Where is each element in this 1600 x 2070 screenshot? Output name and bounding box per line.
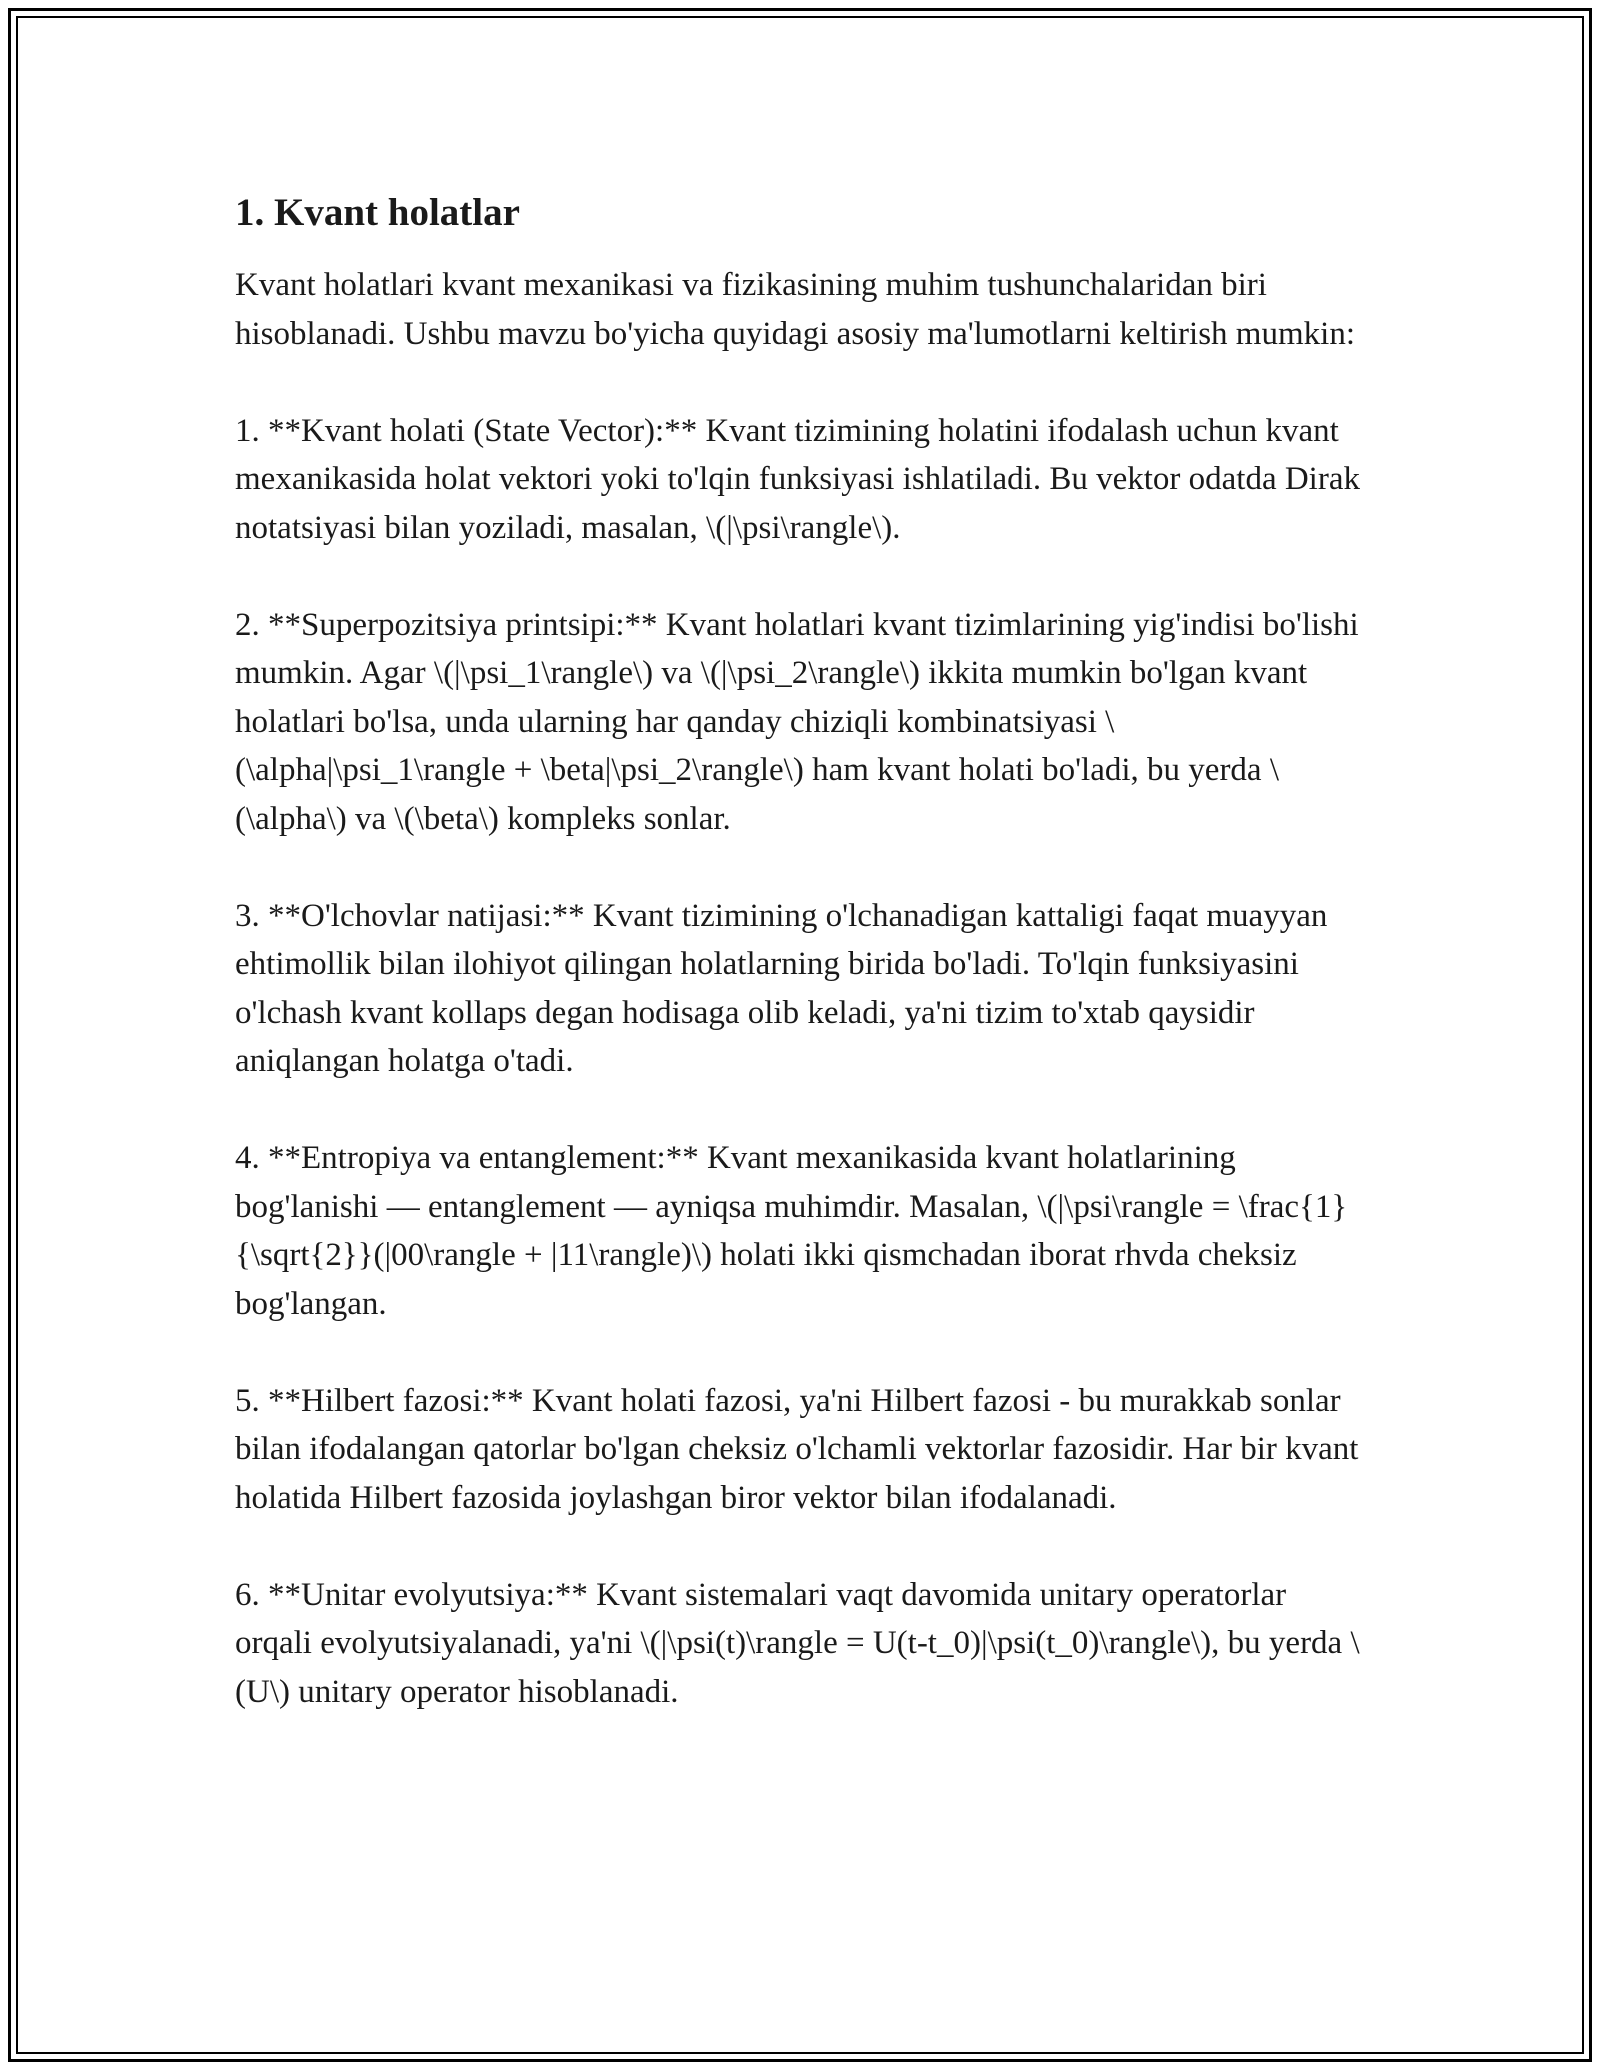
list-item-unitary-evolution: 6. **Unitar evolyutsiya:** Kvant sistemalari vaqt davomida unitary operatorlar orqali evolyutsiyalanadi, ya'ni \(|\psi(t)\rangle = U(t-t_0)|\psi(t_0)\rangle\), bu yerda \(U\) unitary operator hisoblanadi. — [235, 1576, 1360, 1710]
section-heading: 1. Kvant holatlar — [235, 191, 520, 234]
document-body — [235, 185, 1370, 1765]
intro-paragraph: Kvant holatlari kvant mexanikasi va fizikasining muhim tushunchalaridan biri hisoblanadi. Ushbu mavzu bo'yicha quyidagi asosiy ma'lumotlarni keltirish mumkin: — [235, 267, 1355, 352]
list-item-superposition: 2. **Superpozitsiya printsipi:** Kvant holatlari kvant tizimlarining yig'indisi bo'lishi mumkin. Agar \(|\psi_1\rangle\) va \(|\psi_2\rangle\) ikkita mumkin bo'lgan kvant holatlari bo'lsa, unda ularning har qanday chiziqli kombinatsiyasi \(\alpha|\psi_1\rangle + \beta|\psi_2\rangle\) ham kvant holati bo'ladi, bu yerda \(\alpha\) va \(\beta\) kompleks sonlar. — [235, 606, 1359, 837]
list-item-measurement: 3. **O'lchovlar natijasi:** Kvant tizimining o'lchanadigan kattaligi faqat muayyan ehtimollik bilan ilohiyot qilingan holatlarning birida bo'ladi. To'lqin funksiyasini o'lchash kvant kollaps degan hodisaga olib keladi, ya'ni tizim to'xtab qaysidir aniqlangan holatga o'tadi. — [235, 897, 1328, 1079]
list-item-hilbert-space: 5. **Hilbert fazosi:** Kvant holati fazosi, ya'ni Hilbert fazosi - bu murakkab sonlar bilan ifodalangan qatorlar bo'lgan cheksiz o'lchamli vektorlar fazosidir. Har bir kvant holatida Hilbert fazosida joylashgan biror vektor bilan ifodalanadi. — [235, 1382, 1359, 1516]
list-item-entanglement: 4. **Entropiya va entanglement:** Kvant mexanikasida kvant holatlarining bog'lanishi — entanglement — ayniqsa muhimdir. Masalan, \(|\psi\rangle = \frac{1}{\sqrt{2}}(|00\rangle + |11\rangle)\) holati ikki qismchadan iborat rhvda cheksiz bog'langan. — [235, 1140, 1348, 1322]
list-item-state-vector: 1. **Kvant holati (State Vector):** Kvant tizimining holatini ifodalash uchun kvant mexanikasida holat vektori yoki to'lqin funksiyasi ishlatiladi. Bu vektor odatda Dirak notatsiyasi bilan yoziladi, masalan, \(|\psi\rangle\). — [235, 412, 1360, 546]
